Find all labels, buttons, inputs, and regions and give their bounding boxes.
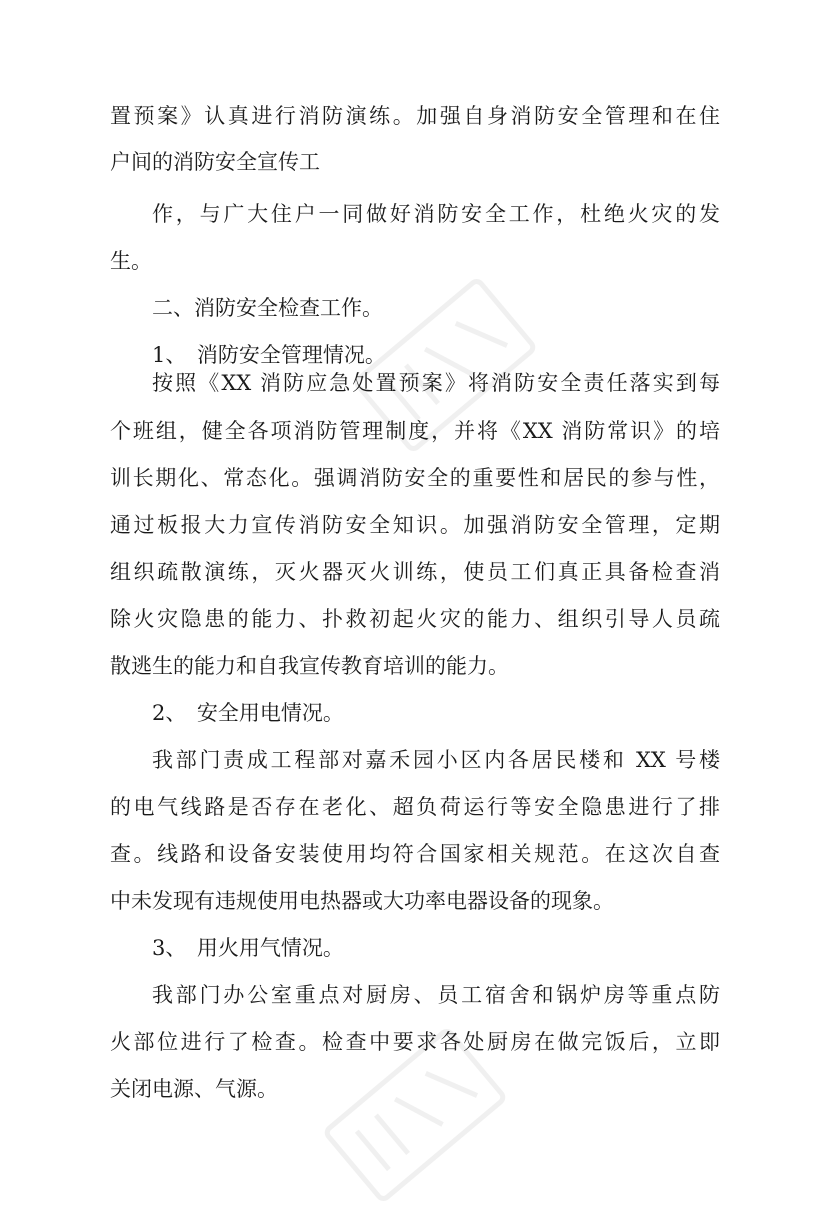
text-line: 火部位进行了检查。检查中要求各处厨房在做完饭后，立即 — [110, 1030, 720, 1054]
text-line: 我部门责成工程部对嘉禾园小区内各居民楼和 XX 号楼 — [152, 748, 720, 772]
text-line: 置预案》认真进行消防演练。加强自身消防安全管理和在住 — [110, 104, 720, 128]
text-line: 散逃生的能力和自我宣传教育培训的能力。 — [110, 654, 509, 678]
subsection-heading: 2、 安全用电情况。 — [152, 701, 344, 725]
text-line: 按照《XX 消防应急处置预案》将消防安全责任落实到每 — [152, 371, 720, 395]
section-heading: 二、消防安全检查工作。 — [152, 296, 383, 320]
subsection-heading: 1、 消防安全管理情况。 — [152, 343, 386, 367]
text-line: 训长期化、常态化。强调消防安全的重要性和居民的参与性， — [110, 466, 720, 490]
text-line: 查。线路和设备安装使用均符合国家相关规范。在这次自查 — [110, 842, 720, 866]
text-line: 的电气线路是否存在老化、超负荷运行等安全隐患进行了排 — [110, 795, 720, 819]
text-line: 个班组，健全各项消防管理制度，并将《XX 消防常识》的培 — [110, 419, 720, 443]
text-line: 中未发现有违规使用电热器或大功率电器设备的现象。 — [110, 889, 614, 913]
text-line: 通过板报大力宣传消防安全知识。加强消防安全管理，定期 — [110, 513, 720, 537]
text-line: 作，与广大住户一同做好消防安全工作，杜绝火灾的发 — [152, 202, 720, 226]
text-line: 户间的消防安全宣传工 — [110, 150, 320, 174]
text-line: 生。 — [110, 249, 152, 273]
text-line: 关闭电源、气源。 — [110, 1077, 278, 1101]
text-line: 我部门办公室重点对厨房、员工宿舍和锅炉房等重点防 — [152, 983, 720, 1007]
text-line: 除火灾隐患的能力、扑救初起火灾的能力、组织引导人员疏 — [110, 607, 720, 631]
subsection-heading: 3、 用火用气情况。 — [152, 936, 344, 960]
text-line: 组织疏散演练，灭火器灭火训练，使员工们真正具备检查消 — [110, 560, 720, 584]
